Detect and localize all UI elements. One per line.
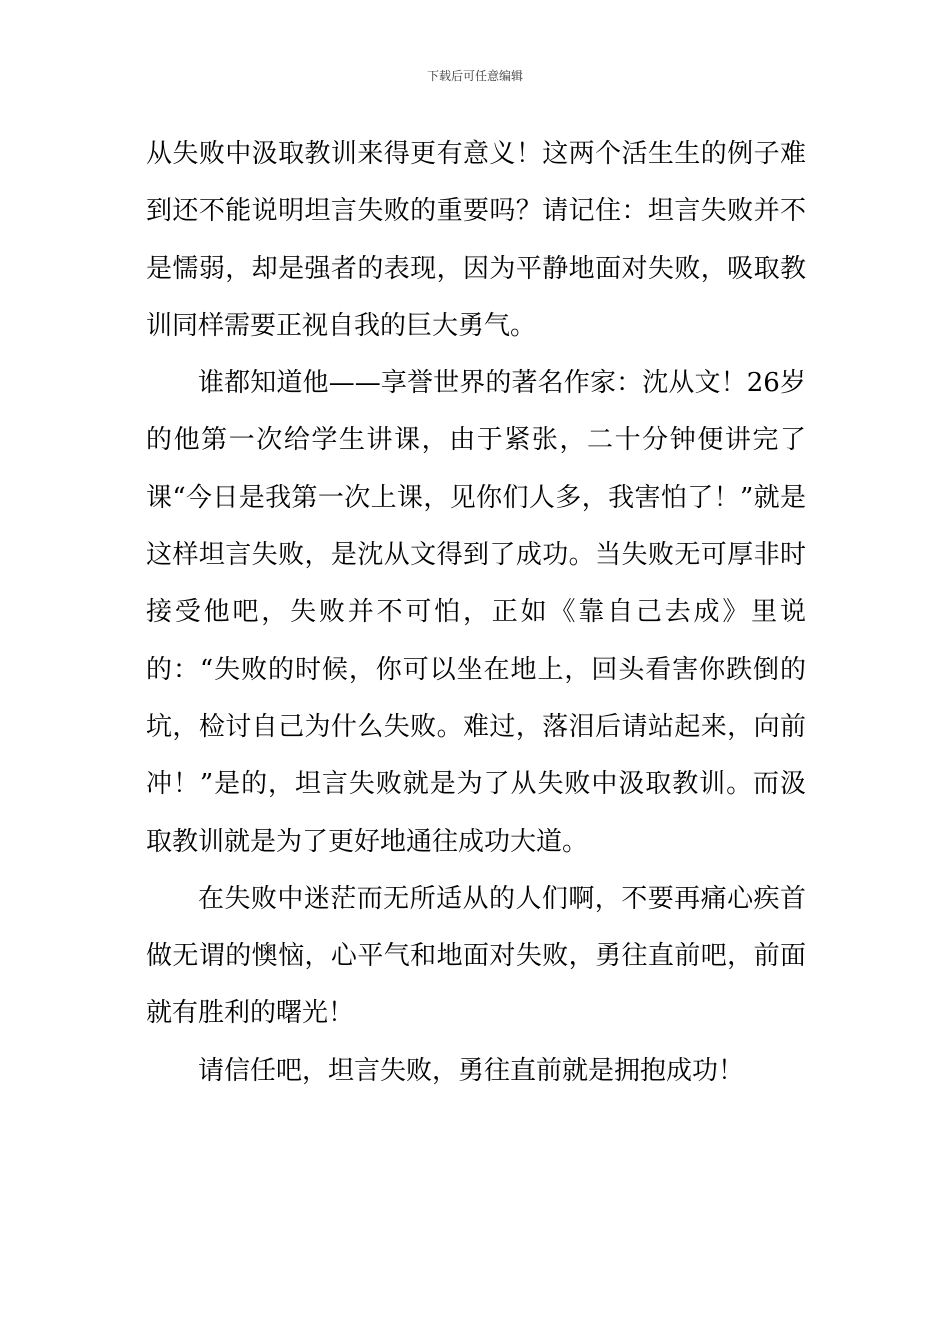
paragraph-conclusion: 请信任吧，坦言失败，勇往直前就是拥抱成功！	[198, 1055, 745, 1086]
document-body	[146, 126, 806, 1100]
paragraph-continuation: 从失败中汲取教训来得更有意义！这两个活生生的例子难到还不能说明坦言失败的重要吗？请记住：坦言失败并不是懦弱，却是强者的表现，因为平静地面对失败，吸取教训同样需要正视自我的巨大勇气。	[146, 139, 806, 341]
paragraph-exhortation: 在失败中迷茫而无所适从的人们啊，不要再痛心疾首做无谓的懊恼，心平气和地面对失败，勇往直前吧，前面就有胜利的曙光！	[146, 883, 806, 1029]
paragraph-shen-congwen: 谁都知道他——享誉世界的著名作家：沈从文！26岁的他第一次给学生讲课，由于紧张，二十分钟便讲完了课“今日是我第一次上课，见你们人多，我害怕了！”就是这样坦言失败，是沈从文得到了成功。当失败无可厚非时接受他吧，失败并不可怕，正如《靠自己去成》里说的：“失败的时候，你可以坐在地上，回头看害你跌倒的坑，检讨自己为什么失败。难过，落泪后请站起来，向前冲！”是的，坦言失败就是为了从失败中汲取教训。而汲取教训就是为了更好地通往成功大道。	[146, 368, 806, 857]
page-header: 下载后可任意编辑	[426, 69, 523, 83]
